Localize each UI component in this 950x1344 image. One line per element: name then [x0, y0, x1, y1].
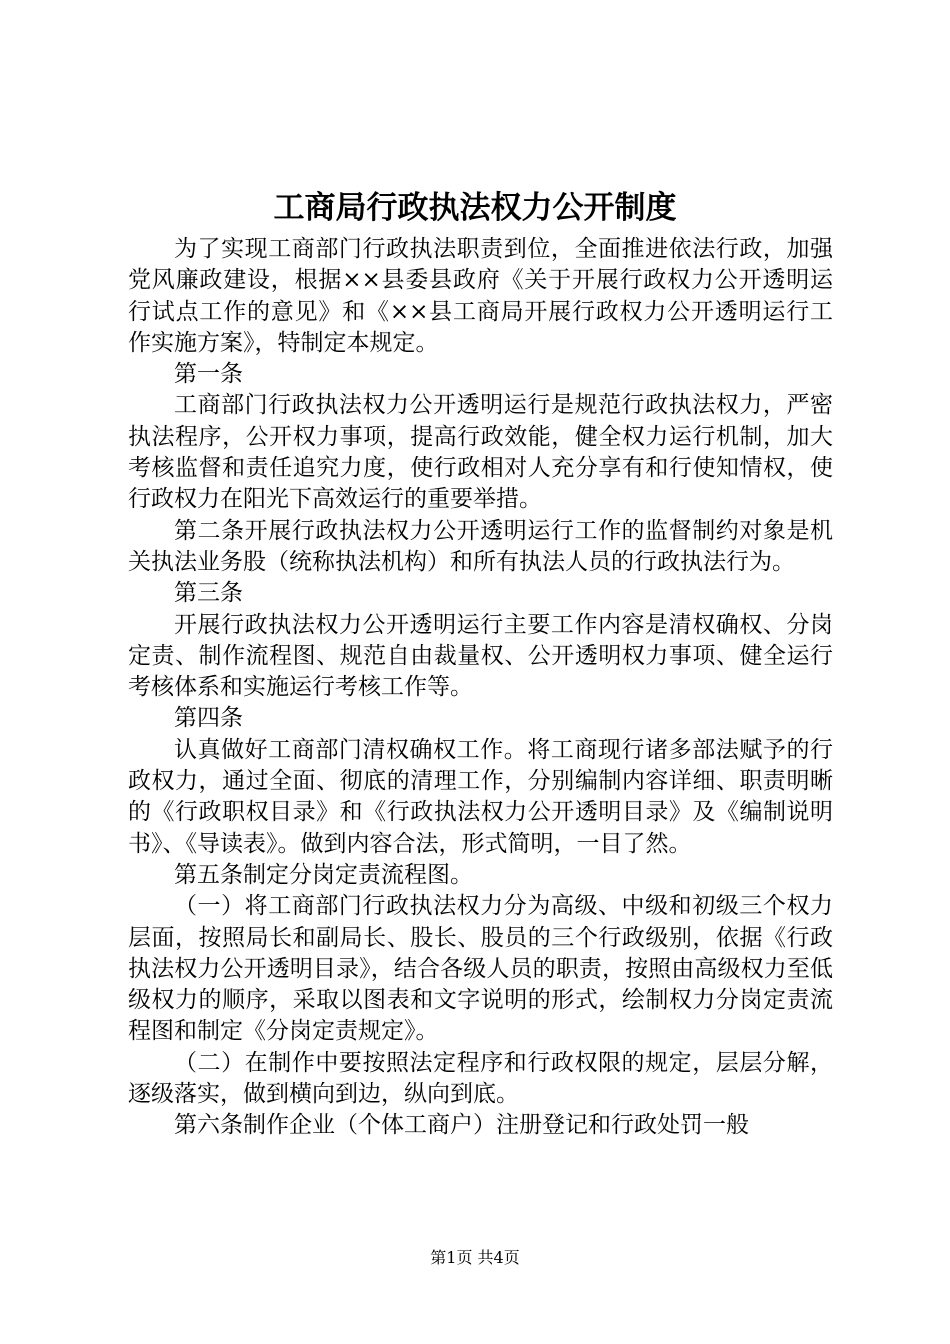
article-heading: 第三条	[174, 580, 243, 607]
article-heading: 第四条	[174, 705, 243, 732]
document-title: 工商局行政执法权力公开制度	[273, 190, 677, 226]
paragraph: 开展行政执法权力公开透明运行主要工作内容是清权确权、分岗定责、制作流程图、规范自由裁量权、公开透明权力事项、健全运行考核体系和实施运行考核工作等。	[128, 611, 833, 701]
paragraph: （二）在制作中要按照法定程序和行政权限的规定，层层分解，逐级落实，做到横向到边，纵向到底。	[128, 1049, 833, 1108]
paragraph: 认真做好工商部门清权确权工作。将工商现行诸多部法赋予的行政权力，通过全面、彻底的清理工作，分别编制内容详细、职责明晰的《行政职权目录》和《行政执法权力公开透明目录》及《编制说明书》、《导读表》。做到内容合法，形式简明，一目了然。	[128, 736, 833, 857]
paragraph: 第五条制定分岗定责流程图。	[174, 861, 473, 888]
article-heading: 第一条	[174, 361, 243, 388]
paragraph: 第六条制作企业（个体工商户）注册登记和行政处罚一般	[174, 1112, 749, 1139]
document-body	[128, 234, 833, 1142]
paragraph: 工商部门行政执法权力公开透明运行是规范行政执法权力，严密执法程序，公开权力事项，提高行政效能，健全权力运行机制，加大考核监督和责任追究力度，使行政相对人充分享有和行使知情权，使行政权力在阳光下高效运行的重要举措。	[128, 392, 833, 513]
page-number-footer: 第1页 共4页	[430, 1248, 520, 1267]
paragraph: 为了实现工商部门行政执法职责到位，全面推进依法行政，加强党风廉政建设，根据××县委县政府《关于开展行政权力公开透明运行试点工作的意见》和《××县工商局开展行政权力公开透明运行工作实施方案》，特制定本规定。	[128, 236, 833, 356]
paragraph: 第二条开展行政执法权力公开透明运行工作的监督制约对象是机关执法业务股（统称执法机构）和所有执法人员的行政执法行为。	[128, 517, 833, 575]
paragraph: （一）将工商部门行政执法权力分为高级、中级和初级三个权力层面，按照局长和副局长、股长、股员的三个行政级别，依据《行政执法权力公开透明目录》，结合各级人员的职责，按照由高级权力至低级权力的顺序，采取以图表和文字说明的形式，绘制权力分岗定责流程图和制定《分岗定责规定》。	[128, 893, 833, 1045]
